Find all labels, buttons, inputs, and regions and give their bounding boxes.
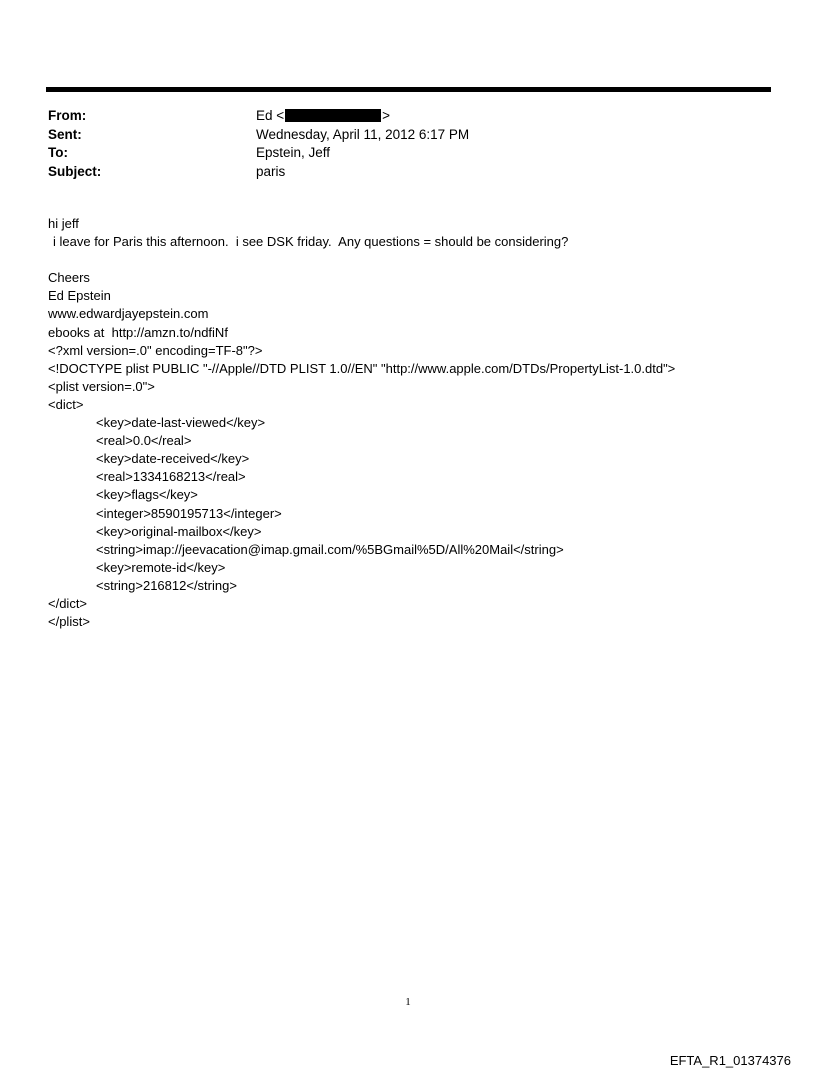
dict-line: <key>original-mailbox</key> [96, 523, 262, 539]
to-value: Epstein, Jeff [256, 145, 331, 160]
dict-line: <integer>8590195713</integer> [96, 505, 282, 521]
email-body [48, 215, 788, 631]
to-row [48, 144, 748, 163]
sender-name: Ed Epstein [48, 288, 111, 304]
sent-label: Sent: [48, 126, 82, 142]
xml-declaration: <?xml version=.0" encoding=TF-8"?> [48, 342, 263, 358]
sent-row [48, 126, 748, 145]
bates-number: EFTA_R1_01374376 [669, 1053, 791, 1068]
website-text: www.edwardjayepstein.com [48, 306, 209, 322]
subject-row [48, 163, 748, 182]
dict-open: <dict> [48, 396, 84, 412]
signoff: Cheers [48, 270, 90, 286]
dict-close: </dict> [48, 595, 88, 611]
email-header [48, 107, 748, 181]
from-row [48, 107, 748, 126]
greeting: hi jeff [48, 216, 79, 231]
dict-line: <key>date-received</key> [96, 451, 250, 467]
plist-open: <plist version=.0"> [48, 378, 155, 394]
message-text: i leave for Paris this afternoon. i see DSK friday. Any questions = should be considering? [53, 234, 569, 250]
blank-line [48, 251, 788, 269]
dict-line: <real>1334168213</real> [96, 469, 246, 485]
dict-line: <string>216812</string> [96, 577, 237, 593]
sent-value: Wednesday, April 11, 2012 6:17 PM [256, 126, 470, 142]
dict-line: <key>remote-id</key> [96, 559, 226, 575]
dict-line: <string>imap://jeevacation@imap.gmail.com/%5BGmail%5D/All%20Mail</string> [96, 541, 564, 557]
redaction-box [285, 109, 381, 122]
from-value-suffix: > [382, 108, 391, 123]
page-number: 1 [405, 996, 411, 1008]
dict-line: <key>flags</key> [96, 487, 198, 503]
dict-line: <real>0.0</real> [96, 433, 192, 449]
subject-label: Subject: [48, 163, 102, 179]
doctype-line: <!DOCTYPE plist PUBLIC "-//Apple//DTD PLIST 1.0//EN" "http://www.apple.com/DTDs/PropertyList-1.0.dtd"> [48, 360, 676, 376]
dict-line: <key>date-last-viewed</key> [96, 415, 266, 431]
plist-close: </plist> [48, 614, 90, 630]
from-label: From: [48, 108, 87, 123]
header-divider [46, 87, 771, 92]
ebooks-text: ebooks at http://amzn.to/ndfiNf [48, 324, 228, 340]
from-value-prefix: Ed < [256, 108, 285, 123]
from-value [256, 107, 748, 126]
to-label: To: [48, 145, 68, 160]
subject-value: paris [256, 163, 286, 179]
